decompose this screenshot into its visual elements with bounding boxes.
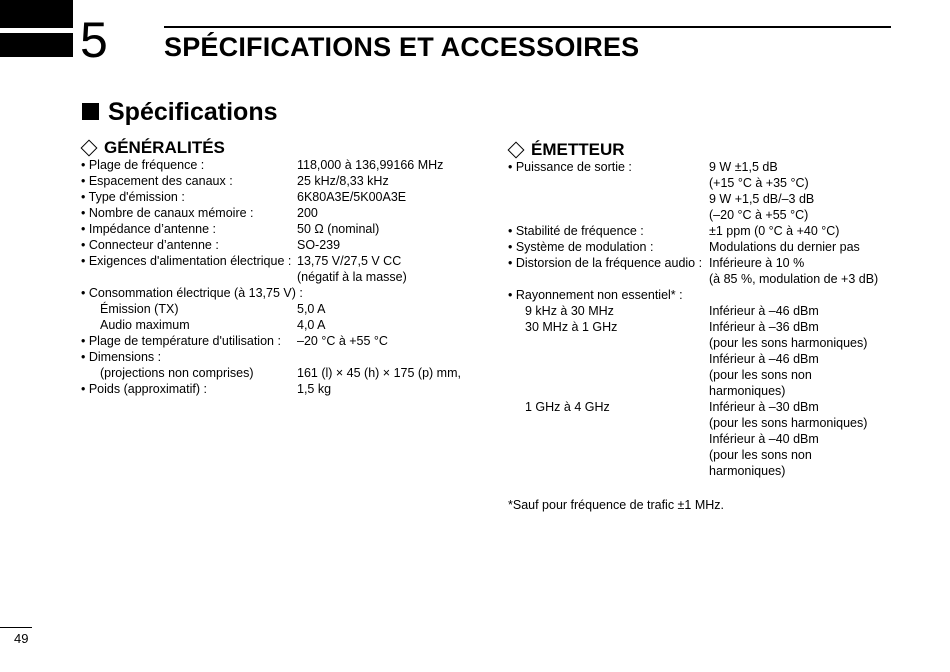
spec-value: Modulations du dernier pas bbox=[709, 240, 860, 254]
spec-value: (pour les sons non bbox=[709, 448, 812, 462]
spec-label: • Plage de température d'utilisation : bbox=[81, 334, 281, 348]
spec-label: 30 MHz à 1 GHz bbox=[525, 320, 618, 334]
spec-label: • Exigences d'alimentation électrique : bbox=[81, 254, 292, 268]
spec-value: (à 85 %, modulation de +3 dB) bbox=[709, 272, 879, 286]
header-rule bbox=[164, 26, 891, 28]
spec-value: Inférieur à –30 dBm bbox=[709, 400, 819, 414]
spec-value: 6K80A3E/5K00A3E bbox=[297, 190, 407, 204]
spec-label: • Nombre de canaux mémoire : bbox=[81, 206, 254, 220]
spec-value: (+15 °C à +35 °C) bbox=[709, 176, 809, 190]
spec-value: (pour les sons harmoniques) bbox=[709, 416, 868, 430]
spec-label: • Consommation électrique (à 13,75 V) : bbox=[81, 286, 303, 300]
spec-label: • Connecteur d’antenne : bbox=[81, 238, 219, 252]
spec-label: • Impédance d’antenne : bbox=[81, 222, 217, 236]
spec-value: 25 kHz/8,33 kHz bbox=[297, 174, 389, 188]
spec-value: 50 Ω (nominal) bbox=[297, 222, 380, 236]
spec-value: Inférieur à –46 dBm bbox=[709, 304, 819, 318]
page-number-rule bbox=[0, 627, 32, 628]
spec-label: (projections non comprises) bbox=[100, 366, 254, 380]
spec-value: (pour les sons harmoniques) bbox=[709, 336, 868, 350]
spec-value: (négatif à la masse) bbox=[297, 270, 407, 284]
spec-label: Émission (TX) bbox=[100, 302, 179, 316]
spec-value: 9 W ±1,5 dB bbox=[709, 160, 778, 174]
spec-value: Inférieur à –46 dBm bbox=[709, 352, 819, 366]
spec-label: • Système de modulation : bbox=[508, 240, 654, 254]
chapter-title: SPÉCIFICATIONS ET ACCESSOIRES bbox=[164, 32, 640, 62]
spec-label: 9 kHz à 30 MHz bbox=[525, 304, 614, 318]
spec-value: 1,5 kg bbox=[297, 382, 332, 396]
spec-value: 118,000 à 136,99166 MHz bbox=[297, 158, 444, 172]
footnote: *Sauf pour fréquence de trafic ±1 MHz. bbox=[508, 498, 724, 512]
spec-value: Inférieur à –40 dBm bbox=[709, 432, 819, 446]
spec-label: • Plage de fréquence : bbox=[81, 158, 205, 172]
chapter-tab-bar-top bbox=[0, 0, 73, 28]
chapter-tab-bar-bottom bbox=[0, 33, 73, 57]
general-heading-text: GÉNÉRALITÉS bbox=[104, 138, 225, 157]
chapter-number: 5 bbox=[80, 12, 108, 68]
spec-value: SO-239 bbox=[297, 238, 341, 252]
spec-value: 9 W +1,5 dB/–3 dB bbox=[709, 192, 815, 206]
spec-value: 161 (l) × 45 (h) × 175 (p) mm, bbox=[297, 366, 461, 380]
spec-value: (pour les sons non bbox=[709, 368, 812, 382]
spec-label: • Espacement des canaux : bbox=[81, 174, 233, 188]
general-heading bbox=[80, 137, 225, 159]
spec-value: harmoniques) bbox=[709, 464, 786, 478]
diamond-icon bbox=[508, 141, 525, 158]
spec-label: • Dimensions : bbox=[81, 350, 162, 364]
transmitter-heading bbox=[507, 139, 625, 161]
spec-label: • Type d'émission : bbox=[81, 190, 185, 204]
spec-value: 4,0 A bbox=[297, 318, 326, 332]
spec-label: • Distorsion de la fréquence audio : bbox=[508, 256, 703, 270]
spec-label: • Rayonnement non essentiel* : bbox=[508, 288, 683, 302]
spec-label: Audio maximum bbox=[100, 318, 190, 332]
section-title: Spécifications bbox=[108, 98, 278, 126]
spec-label: • Stabilité de fréquence : bbox=[508, 224, 644, 238]
spec-value: –20 °C à +55 °C bbox=[297, 334, 388, 348]
spec-value: 200 bbox=[297, 206, 318, 220]
spec-value: harmoniques) bbox=[709, 384, 786, 398]
spec-value: Inférieur à –36 dBm bbox=[709, 320, 819, 334]
spec-value: 5,0 A bbox=[297, 302, 326, 316]
transmitter-heading-text: ÉMETTEUR bbox=[531, 140, 625, 159]
spec-value: (–20 °C à +55 °C) bbox=[709, 208, 809, 222]
spec-label: • Puissance de sortie : bbox=[508, 160, 632, 174]
spec-label: • Poids (approximatif) : bbox=[81, 382, 207, 396]
section-square-icon bbox=[82, 103, 99, 120]
page-number: 49 bbox=[14, 631, 29, 646]
diamond-icon bbox=[81, 139, 98, 156]
spec-value: 13,75 V/27,5 V CC bbox=[297, 254, 402, 268]
spec-value: ±1 ppm (0 °C à +40 °C) bbox=[709, 224, 840, 238]
spec-value: Inférieure à 10 % bbox=[709, 256, 805, 270]
spec-label: 1 GHz à 4 GHz bbox=[525, 400, 610, 414]
